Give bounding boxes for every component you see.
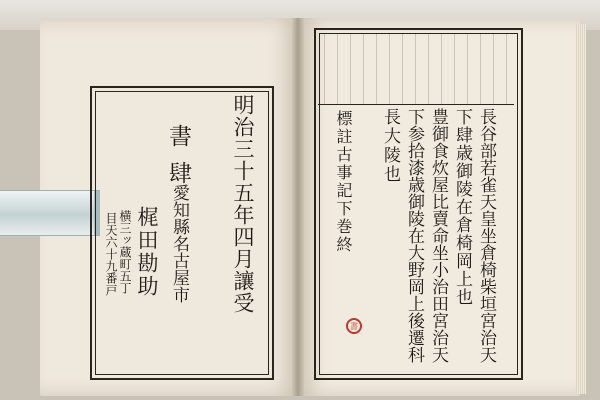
text-line-4: 下参拾漆歳御陵在大野岡上後遷科 (404, 108, 424, 363)
header-rule (318, 104, 514, 105)
colophon-street: 横三ッ蔵町五丁 (118, 210, 132, 294)
text-line-3: 豊御食炊屋比賣命坐小治田宮治天 (428, 108, 448, 363)
red-seal-stamp (346, 318, 362, 334)
text-line-5: 長大陵也 (380, 108, 400, 184)
text-line-2: 下肆歳御陵在倉椅岡上也 (452, 108, 472, 306)
end-title: 標註古事記下巻終 (334, 110, 353, 254)
header-notes (318, 34, 514, 104)
text-line-1: 長谷部若雀天皇坐倉椅柴垣宮治天 (476, 108, 496, 363)
colophon-label: 書肆 (165, 124, 191, 198)
page-edges (576, 24, 586, 394)
colophon-publisher: 梶田勘助 (135, 206, 159, 298)
colophon-block: 目天六十九番戸 (104, 212, 118, 296)
colophon-address: 愛知縣名古屋市 (169, 184, 189, 303)
bookmark-ribbon (0, 190, 100, 236)
seal-text: 書 (350, 321, 358, 331)
book-gutter (292, 18, 304, 396)
colophon-date: 明治三十五年四月讓受 (231, 94, 255, 314)
